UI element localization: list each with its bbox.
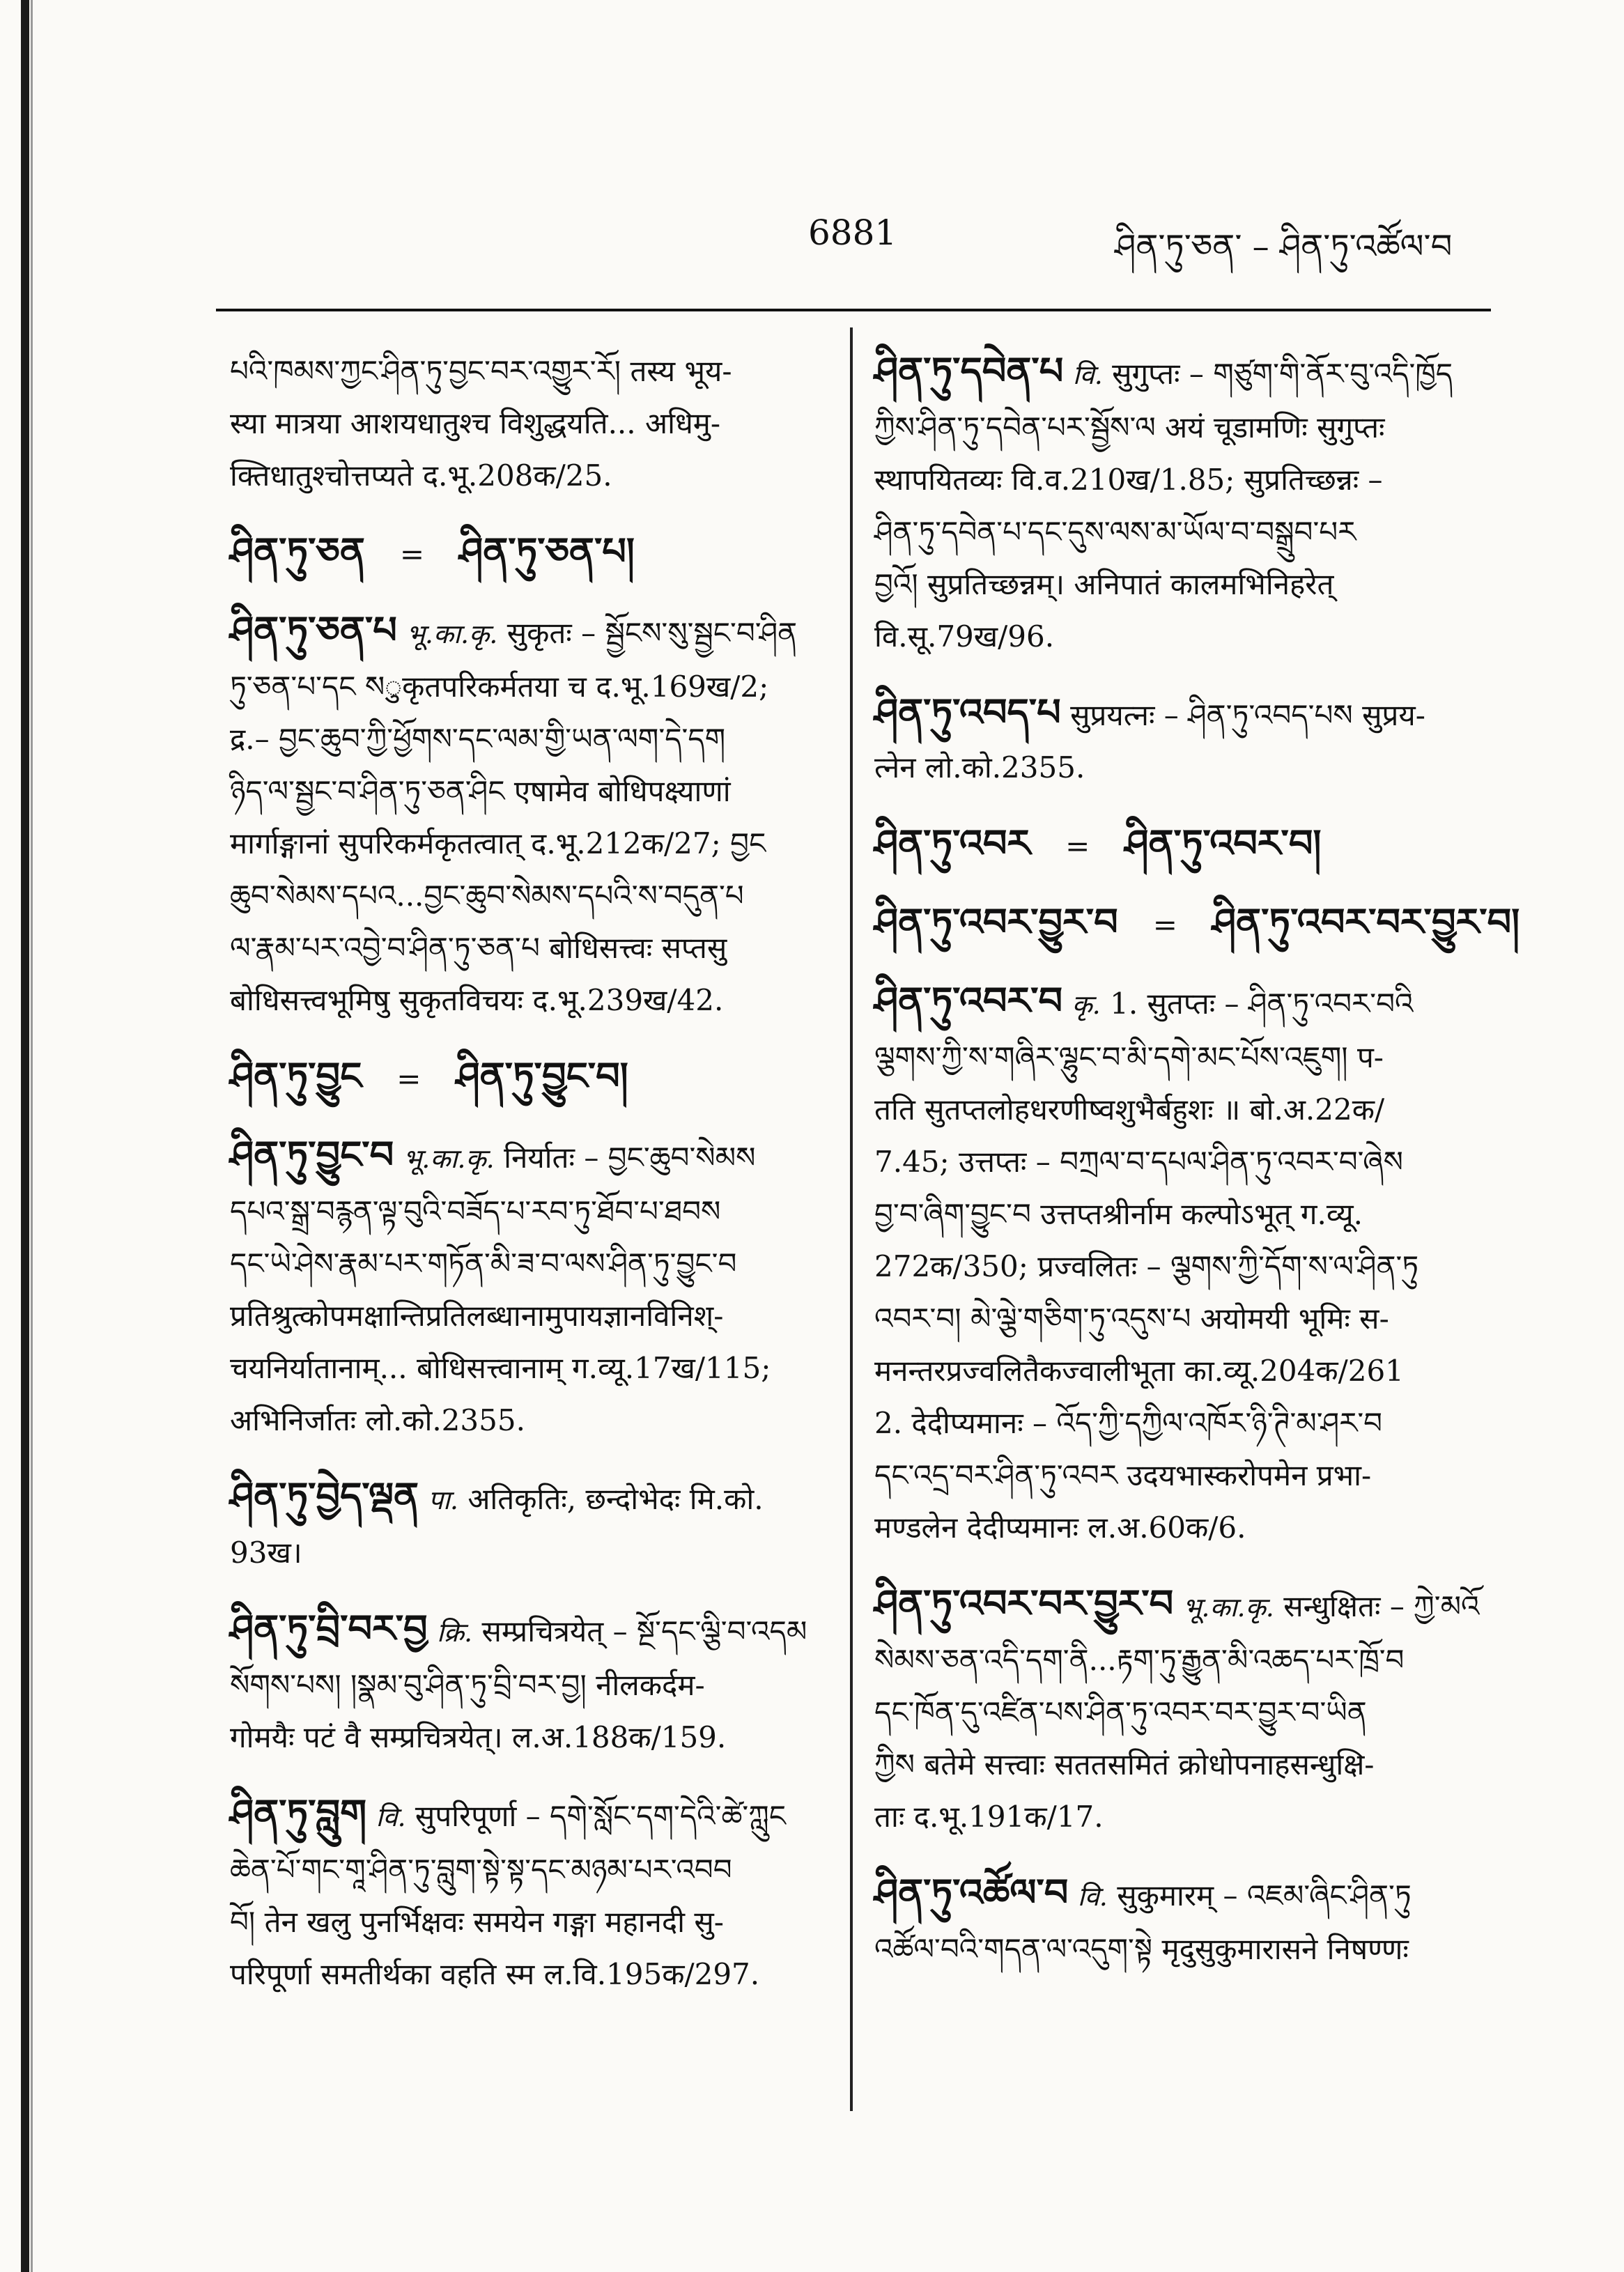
- entry-first-line: [874, 896, 1520, 951]
- entry-text: सुप्रयत्नः – ཤིན་ཏུ་འབད་པས सुप्रय-: [1070, 698, 1425, 732]
- grammar-tag: वि.: [376, 1802, 406, 1832]
- entry-first-line: [230, 1602, 829, 1659]
- equals-sign: =: [396, 1062, 422, 1096]
- entry-line: स्थापयितव्यः वि.व.210ख/1.85; सुप्रतिच्छन्नः –: [874, 463, 1383, 497]
- dictionary-entry: [230, 1050, 829, 1105]
- entry-first-line: [230, 1787, 829, 1844]
- entry-first-line: [230, 604, 829, 660]
- entry-line: ཀྱིས बतेमे सत्त्वाः सततसमितं क्रोधोपनाहसन्धुक्षि-: [874, 1747, 1375, 1782]
- headword: ཤིན་ཏུ་བྲི་བར་བྱ: [230, 1606, 428, 1651]
- entry-line: प्रतिश्रुत्कोपमक्षान्तिप्रतिलब्धानामुपायज्ञानविनिश्-: [230, 1299, 724, 1333]
- headword: ཤིན་ཏུ་བྱུང་བ: [230, 1132, 394, 1177]
- entry-line: ཀྱིས་ཤིན་ཏུ་དབེན་པར་སྦྱོས་ལ अयं चूडामणिः सुगुप्तः: [874, 410, 1385, 445]
- entry-first-line: [230, 1050, 829, 1105]
- equals-sign: =: [399, 537, 425, 571]
- entry-text: सुपरिपूर्णा – དགེ་སློང་དག་དེའི་ཚེ་ཀླུང: [415, 1799, 786, 1833]
- dictionary-entry: [874, 686, 1487, 794]
- entry-line: 2. देदीप्यमानः – འོད་ཀྱི་དཀྱིལ་འཁོར་ཉི་ཊི་མ་ཤར་བ: [874, 1406, 1383, 1440]
- entry-line: चयनिर्यातानाम्... बोधिसत्त्वानाम् ग.व्यू.17ख/115;: [230, 1351, 771, 1385]
- dictionary-entry: [874, 345, 1487, 663]
- headword: ཤིན་ཏུ་བླུག: [230, 1791, 367, 1835]
- entry-line: ताः द.भू.191क/17.: [874, 1800, 1104, 1834]
- headword: ཤིན་ཏུ་འབད་པ: [874, 690, 1061, 734]
- header-rule: [216, 309, 1491, 311]
- cross-reference: ཤིན་ཏུ་བྱུང་བ།: [456, 1053, 628, 1098]
- entry-first-line: [230, 1470, 829, 1527]
- entry-line: बोधिसत्त्वभूमिषु सुकृतविचयः द.भू.239ख/42.: [230, 983, 724, 1017]
- grammar-tag: पा.: [428, 1485, 458, 1515]
- entry-line: དང་འདྲ་བར་ཤིན་ཏུ་འབར उदयभास्करोपमेन प्रभा-: [874, 1458, 1372, 1492]
- entry-line: ཤིན་ཏུ་དབེན་པ་དང་དུས་ལས་མ་ཡོལ་བ་བསྒྲུབ་པར: [874, 515, 1356, 549]
- entry-first-line: [874, 975, 1487, 1031]
- entry-text: 1. सुतप्तः – ཤིན་ཏུ་འབར་བའི: [1110, 987, 1414, 1021]
- entry-line: བྱའོ། सुप्रतिच्छन्नम्। अनिपातं कालमभिनिहरेत्: [874, 567, 1334, 601]
- dictionary-entry: [230, 1129, 829, 1446]
- left-column: [230, 345, 829, 2024]
- dictionary-entry: [874, 1577, 1487, 1843]
- entry-line: 7.45; उत्तप्तः – བཀྲལ་བ་དཔལ་ཤིན་ཏུ་འབར་བ་ཞེས: [874, 1145, 1403, 1179]
- grammar-tag: क्रि.: [437, 1617, 473, 1648]
- headword: ཤིན་ཏུ་བྱེད་ལྡན: [230, 1474, 419, 1518]
- entry-line: བོ། तेन खलु पुनर्भिक्षवः समयेन गङ्गा महानदी सु-: [230, 1905, 724, 1939]
- entry-line: त्नेन लो.को.2355.: [874, 750, 1085, 785]
- headword: ཤིན་ཏུ་འཚོལ་བ: [874, 1870, 1069, 1915]
- headword: ཤིན་ཏུ་འབར: [874, 821, 1031, 865]
- dictionary-entry: [874, 1867, 1487, 1975]
- cross-reference: ཤིན་ཏུ་ཅན་པ།: [459, 529, 635, 573]
- dictionary-entry: [230, 1470, 829, 1579]
- book-spine-shadow: [21, 0, 29, 2272]
- grammar-tag: भू.का.कृ.: [406, 619, 498, 649]
- book-spine-edge: [31, 0, 33, 2272]
- dictionary-entry: [874, 975, 1487, 1554]
- entry-line: དཔའ་སྒྲ་བརྙན་ལྟ་བུའི་བཟོད་པ་རབ་ཏུ་ཐོབ་པ་ཐབས: [230, 1194, 721, 1228]
- entry-text: सुगुप्तः – གཙུག་གི་ནོར་བུ་འདི་ཁྱོད: [1112, 357, 1453, 391]
- entry-line: 272क/350; प्रज्वलितः – ལྕགས་ཀྱི་དོག་ས་ལ་ཤིན་ཏུ: [874, 1249, 1419, 1283]
- dictionary-entry: [230, 525, 829, 580]
- entry-text: सुकुमारम् – འཇམ་ཞིང་ཤིན་ཏུ: [1117, 1878, 1412, 1912]
- entry-line: དང་ཁོན་དུ་འཛིན་པས་ཤིན་ཏུ་འབར་བར་བྱུར་བ་ཡིན: [874, 1695, 1367, 1729]
- entry-text: सम्प्रचित्रयेत् – སྔོ་དང་ལྕི་བ་འདམ: [481, 1614, 807, 1648]
- entry-line: द्र.– བྱང་ཆུབ་ཀྱི་ཕྱོགས་དང་ལམ་གྱི་ཡན་ལག་དེ་དག: [230, 722, 726, 756]
- entry-line: मनन्तरप्रज्वलितैकज्वालीभूता का.व्यू.204क/261: [874, 1354, 1404, 1388]
- grammar-tag: भू.का.कृ.: [403, 1143, 495, 1174]
- cross-reference: ཤིན་ཏུ་འབར་བར་བྱུར་བ།: [1212, 899, 1520, 944]
- page-number: 6881: [808, 212, 897, 253]
- entry-line: འཚོལ་བའི་གདན་ལ་འདུག་སྟེ मृदुसुकुमारासने निषण्णः: [874, 1932, 1409, 1966]
- entry-line: तति सुतप्तलोहधरणीष्वशुभैर्बहुशः ॥ बो.अ.22क/: [874, 1092, 1385, 1127]
- entry-line: དང་ཡེ་ཤེས་རྣམ་པར་གཏོན་མི་ཟ་བ་ལས་ཤིན་ཏུ་བྱུང་བ: [230, 1246, 737, 1281]
- entry-first-line: [874, 1577, 1487, 1634]
- column-divider: [850, 327, 853, 2111]
- entry-first-line: [230, 525, 829, 580]
- entry-line: 93ख।: [230, 1536, 302, 1570]
- headword: ཤིན་ཏུ་དབེན་པ: [874, 348, 1064, 393]
- entry-first-line: [874, 686, 1487, 741]
- grammar-tag: कृ.: [1072, 989, 1101, 1020]
- entry-line: वि.सू.79ख/96.: [874, 619, 1055, 654]
- entry-line: པའི་ཁམས་ཀྱང་ཤིན་ཏུ་བྱང་བར་འགྱུར་རོ། तस्य भूय-: [230, 354, 732, 388]
- entry-first-line: [874, 1867, 1487, 1923]
- dictionary-entry: [874, 817, 1487, 872]
- entry-line: ཆུབ་སེམས་དཔའ...བྱང་ཆུབ་སེམས་དཔའི་ས་བདུན་པ: [230, 879, 744, 913]
- headword: ཤིན་ཏུ་འབར་བྱུར་བ: [874, 899, 1118, 944]
- entry-line: བྱ་བ་ཞིག་བྱུང་བ उत्तप्तश्रीर्नाम कल्पोऽभूत् ग.व्यू.: [874, 1197, 1363, 1231]
- headword: ཤིན་ཏུ་ཅན་པ: [230, 608, 397, 652]
- entry-line: क्तिधातुश्चोत्तप्यते द.भू.208क/25.: [230, 458, 612, 493]
- entry-line: སོགས་པས། །སྣམ་བུ་ཤིན་ཏུ་བྲི་བར་བྱ། नीलकर्दम-: [230, 1668, 705, 1702]
- entry-first-line: [230, 1129, 829, 1185]
- headword: ཤིན་ཏུ་བྱུང: [230, 1053, 362, 1098]
- entry-line: गोमयैः पटं वै सम्प्रचित्रयेत्। ल.अ.188क/159.: [230, 1720, 727, 1754]
- grammar-tag: वि.: [1072, 360, 1103, 390]
- dictionary-entry: [230, 1602, 829, 1763]
- entry-line: སེམས་ཅན་འདི་དག་ནི...རྟག་ཏུ་རྒྱུན་མི་འཆད་པར་ཁྲོ་བ: [874, 1643, 1405, 1677]
- headword: ཤིན་ཏུ་འབར་བར་བྱུར་བ: [874, 1581, 1174, 1625]
- dictionary-entry: [230, 1787, 829, 2000]
- right-column: [874, 345, 1520, 1999]
- grammar-tag: भू.का.कृ.: [1182, 1592, 1274, 1623]
- entry-line: ལྕགས་ཀྱི་ས་གཞིར་ལྷུང་བ་མི་དགེ་མང་པོས་འཇུག། प-: [874, 1040, 1384, 1074]
- entry-first-line: [874, 817, 1487, 872]
- entry-line: ཆེན་པོ་གང་གཱ་ཤིན་ཏུ་བླུག་སྟེ་སྟ་དང་མཉམ་པར་འབབ: [230, 1853, 732, 1887]
- entry-line: འབར་བ། མེ་ལྕེ་གཅིག་ཏུ་འདུས་པ अयोमयी भूमिः स-: [874, 1301, 1389, 1336]
- entry-text: अतिकृतिः, छन्दोभेदः मि.को.: [467, 1482, 764, 1516]
- headword: ཤིན་ཏུ་ཅན: [230, 529, 365, 573]
- grammar-tag: वि.: [1077, 1881, 1108, 1912]
- entry-first-line: [874, 345, 1487, 401]
- entry-line: ཉིད་ལ་སྦྱང་བ་ཤིན་ཏུ་ཅན་ཤིང एषामेव बोधिपक्ष्याणां: [230, 774, 731, 808]
- cross-reference: ཤིན་ཏུ་འབར་བ།: [1124, 821, 1322, 865]
- equals-sign: =: [1152, 908, 1177, 942]
- entry-line: मार्गाङ्गानां सुपरिकर्मकृतत्वात् द.भू.212क/27; བྱང: [230, 826, 766, 860]
- equals-sign: =: [1065, 829, 1090, 863]
- entry-line: मण्डलेन देदीप्यमानः ल.अ.60क/6.: [874, 1510, 1246, 1545]
- entry-line: स्या मात्रया आशयधातुश्च विशुद्धयति... अधिमु-: [230, 406, 721, 440]
- entry-line: ལ་རྣམ་པར་འབྱེ་བ་ཤིན་ཏུ་ཅན་པ बोधिसत्त्वः सप्तसु: [230, 931, 727, 965]
- entry-line: परिपूर्णा समतीर्थका वहति स्म ल.वि.195क/297.: [230, 1957, 760, 1991]
- entry-text: सन्धुक्षितः – ཀྱེ་མའོ: [1283, 1589, 1480, 1623]
- entry-text: सुकृतः – སྦྱོངས་སུ་སྦྱང་བ་ཤིན: [506, 616, 798, 650]
- entry-text: निर्यातः – བྱང་ཆུབ་སེམས: [504, 1141, 756, 1175]
- running-head: ཤིན་ཏུ་ཅན་ – ཤིན་ཏུ་འཚོལ་བ: [1115, 227, 1453, 266]
- dictionary-entry: [874, 896, 1520, 951]
- entry-line: ཏུ་ཅན་པ་དང སुकृतपरिकर्मतया च द.भू.169ख/2;: [230, 670, 769, 704]
- dictionary-entry: [230, 604, 829, 1026]
- dictionary-entry: [230, 345, 829, 502]
- entry-line: अभिनिर्जातः लो.को.2355.: [230, 1403, 525, 1437]
- headword: ཤིན་ཏུ་འབར་བ: [874, 978, 1063, 1023]
